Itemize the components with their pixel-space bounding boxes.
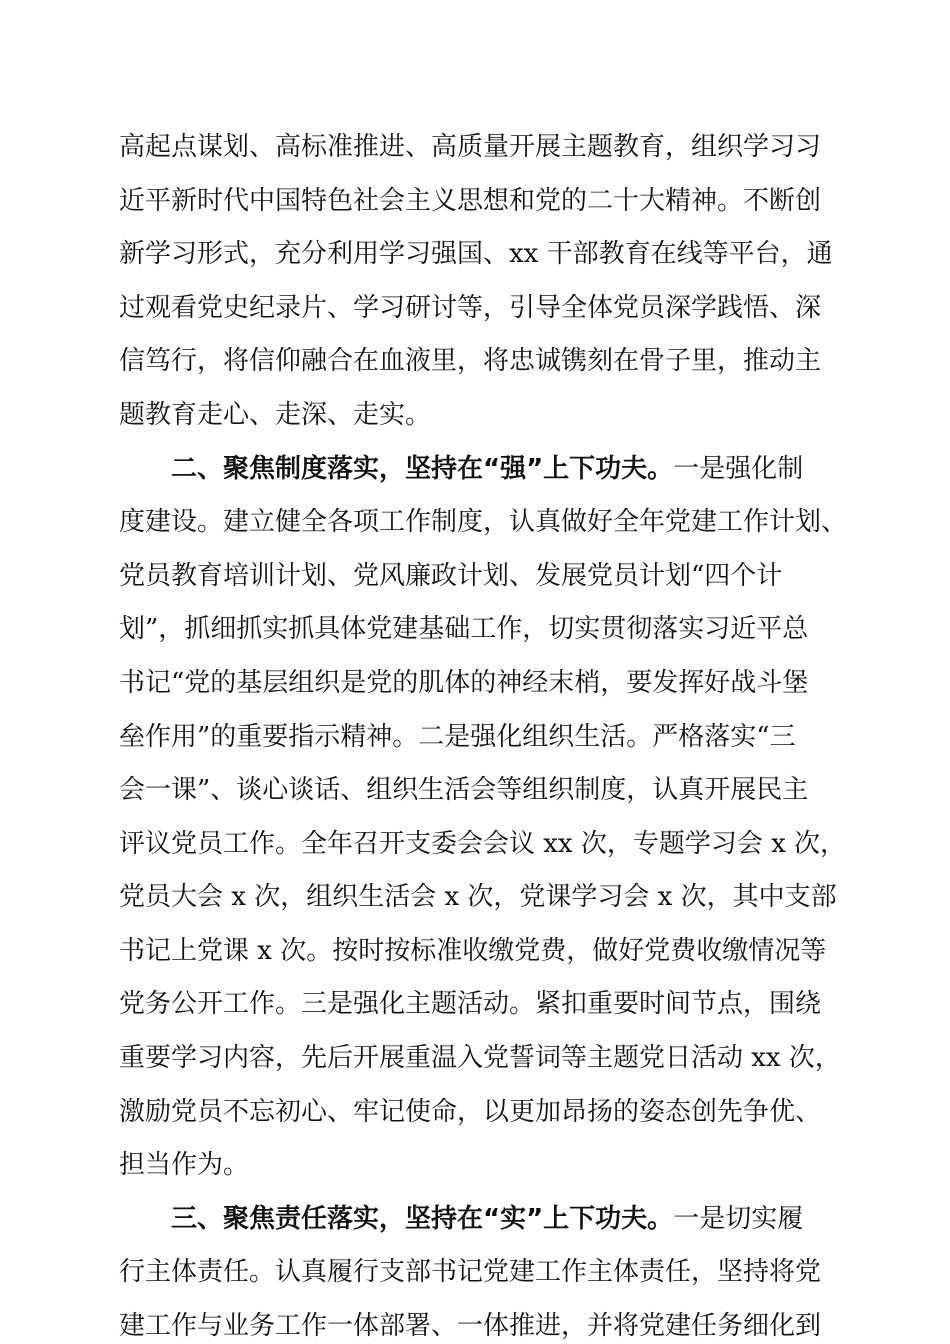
- body-line: 行主体责任。认真履行支部书记党建工作主体责任，坚持将党: [119, 1257, 822, 1287]
- body-line: 过观看党史纪录片、学习研讨等，引导全体党员深学践悟、深: [119, 293, 822, 323]
- section-heading: 二、聚焦制度落实，坚持在“强”上下功夫。: [171, 454, 674, 484]
- body-line: 会一课”、谈心谈话、组织生活会等组织制度，认真开展民主: [119, 775, 809, 805]
- section-first-line: [171, 1203, 891, 1235]
- body-line: 题教育走心、走深、走实。: [119, 400, 432, 430]
- body-line: 党员教育培训计划、党风廉政计划、发展党员计划“四个计: [119, 561, 783, 591]
- section-first-line: [171, 453, 891, 485]
- body-line: 新学习形式，充分利用学习强国、xx 干部教育在线等平台，通: [119, 239, 833, 269]
- body-line: 党务公开工作。三是强化主题活动。紧扣重要时间节点，围绕: [119, 989, 822, 1019]
- body-line: 书记“党的基层组织是党的肌体的神经末梢，要发挥好战斗堡: [119, 668, 809, 698]
- body-line: 重要学习内容，先后开展重温入党誓词等主题党日活动 xx 次，: [119, 1043, 841, 1073]
- body-line: 建工作与业务工作一体部署、一体推进，并将党建任务细化到: [119, 1311, 822, 1341]
- body-line: 激励党员不忘初心、牢记使命，以更加昂扬的姿态创先争优、: [119, 1097, 822, 1127]
- section-lead-text: 一是切实履: [673, 1204, 804, 1234]
- section-lead-text: 一是强化制: [673, 454, 804, 484]
- body-line: 近平新时代中国特色社会主义思想和党的二十大精神。不断创: [119, 186, 822, 216]
- body-line: 书记上党课 x 次。按时按标准收缴党费，做好党费收缴情况等: [119, 936, 827, 966]
- section-heading: 三、聚焦责任落实，坚持在“实”上下功夫。: [171, 1204, 674, 1234]
- body-line: 担当作为。: [119, 1150, 250, 1180]
- body-line: 评议党员工作。全年召开支委会会议 xx 次，专题学习会 x 次，: [119, 829, 847, 859]
- body-line: 高起点谋划、高标准推进、高质量开展主题教育，组织学习习: [119, 132, 822, 162]
- body-line: 度建设。建立健全各项工作制度，认真做好全年党建工作计划、: [119, 507, 848, 537]
- body-line: 党员大会 x 次，组织生活会 x 次，党课学习会 x 次，其中支部: [119, 882, 837, 912]
- body-line: 信笃行，将信仰融合在血液里，将忠诚镌刻在骨子里，推动主: [119, 346, 822, 376]
- body-line: 垒作用”的重要指示精神。二是强化组织生活。严格落实“三: [119, 722, 796, 752]
- body-line: 划”，抓细抓实抓具体党建基础工作，切实贯彻落实习近平总: [119, 614, 809, 644]
